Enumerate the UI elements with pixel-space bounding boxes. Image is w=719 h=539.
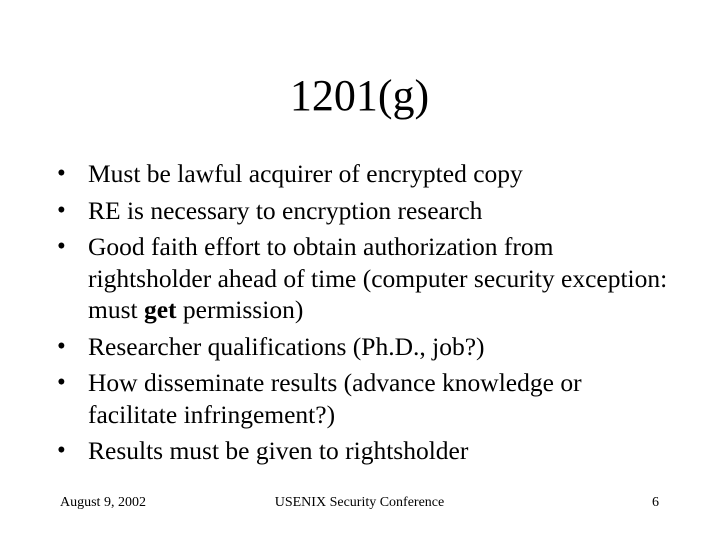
footer-page-number: 6 xyxy=(652,495,659,510)
bullet-dot-icon: • xyxy=(57,196,66,224)
bullet-item-5 xyxy=(57,367,677,430)
bullet-text: How disseminate results (advance knowledge or facilitate infringement?) xyxy=(88,368,582,429)
bullet-item-2 xyxy=(57,195,677,227)
bullet-dot-icon: • xyxy=(57,437,66,464)
bullet-dot-icon: • xyxy=(57,369,66,396)
bullet-text: Must be lawful acquirer of encrypted copy xyxy=(88,159,523,188)
bullet-text: Good faith effort to obtain authorization from rightsholder ahead of time (computer security exception: must xyxy=(88,232,668,324)
bullet-item-1 xyxy=(57,158,677,190)
bullet-item-4 xyxy=(57,331,677,363)
bullet-list xyxy=(57,158,677,472)
bullet-text: Researcher qualifications (Ph.D., job?) xyxy=(88,331,485,361)
bullet-emphasis: get xyxy=(143,295,177,324)
bullet-dot-icon: • xyxy=(57,233,66,260)
bullet-dot-icon: • xyxy=(57,160,66,187)
footer-conference: USENIX Security Conference xyxy=(274,495,445,510)
footer-date: August 9, 2002 xyxy=(60,495,146,510)
bullet-text: RE is necessary to encryption research xyxy=(88,195,483,225)
bullet-text: Results must be given to rightsholder xyxy=(88,436,469,465)
bullet-item-3 xyxy=(57,231,677,326)
bullet-dot-icon: • xyxy=(57,332,66,360)
slide-title: 1201(g) xyxy=(289,71,430,120)
bullet-text-tail: permission) xyxy=(176,295,304,324)
bullet-item-6 xyxy=(57,435,677,467)
